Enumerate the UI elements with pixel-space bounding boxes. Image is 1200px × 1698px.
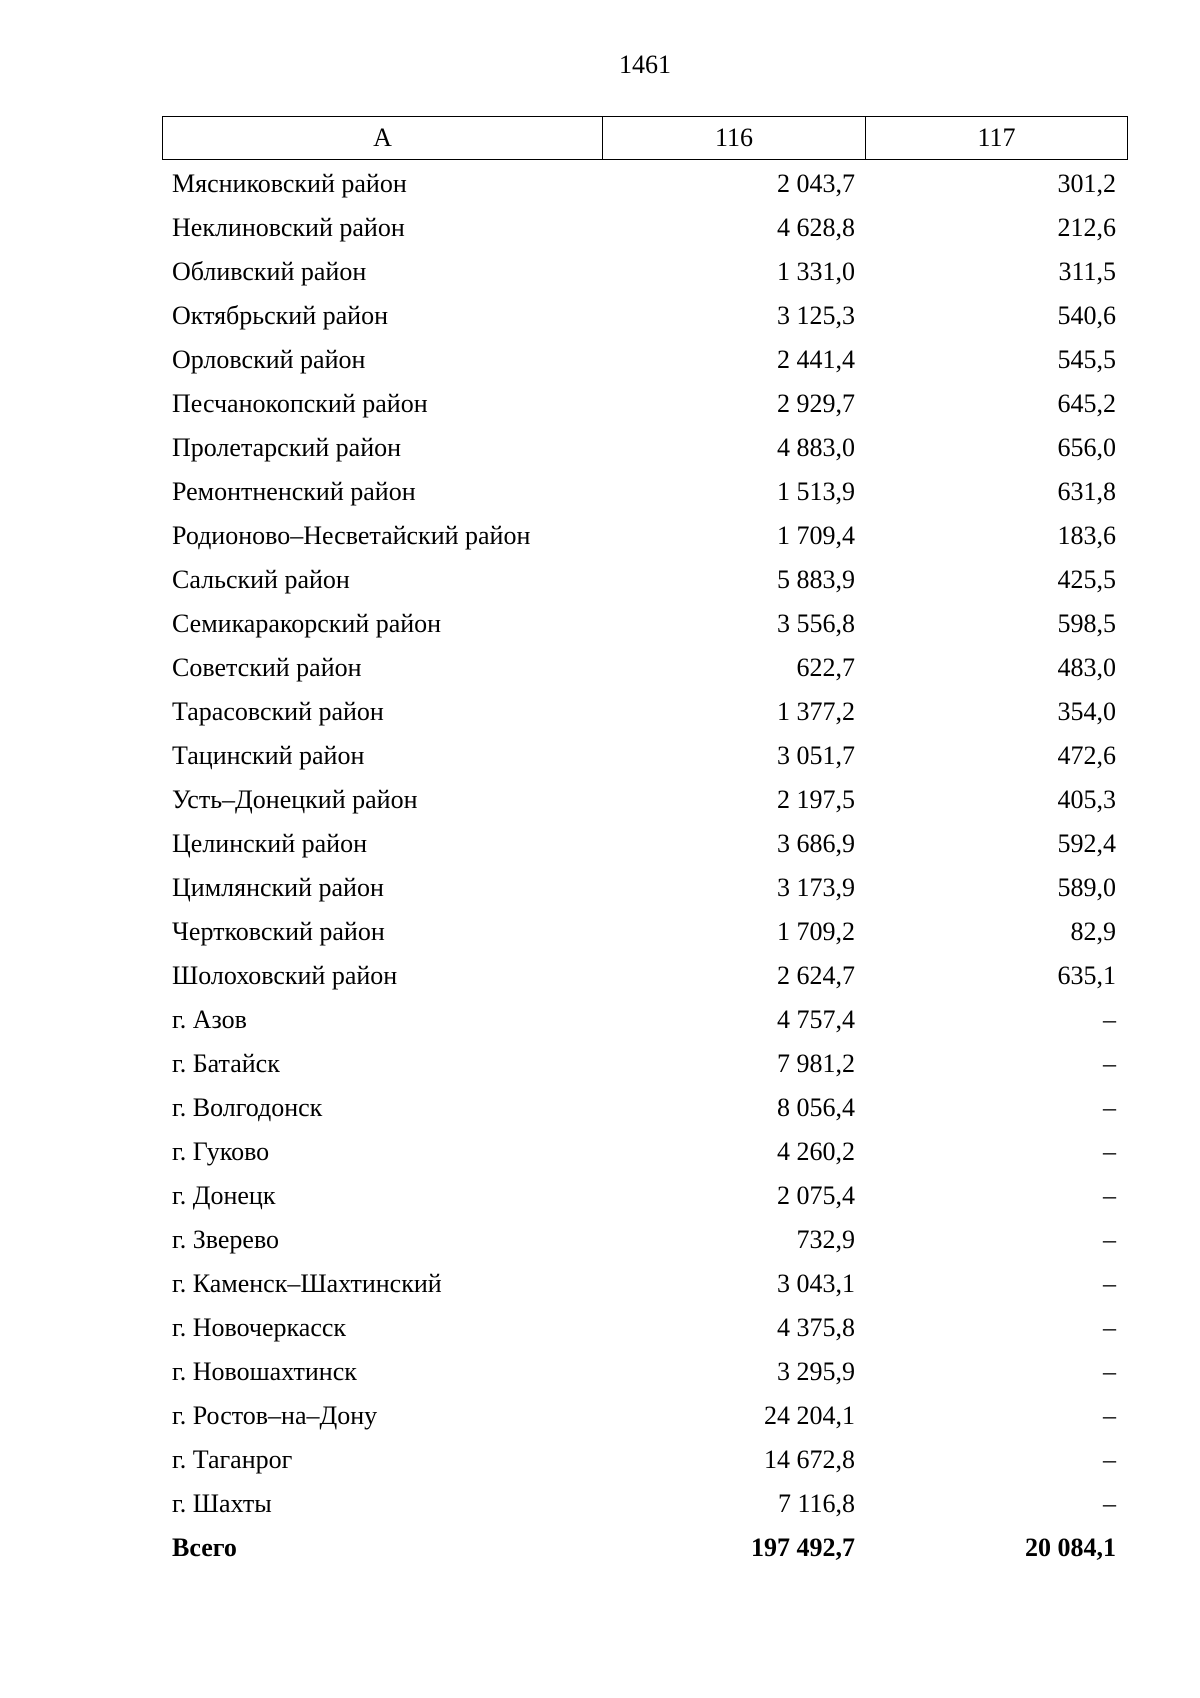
table-row [162, 1350, 1128, 1394]
table-row [162, 338, 1128, 382]
row-value-117: 540,6 [1057, 301, 1116, 330]
row-value-117: – [1103, 1225, 1116, 1254]
table-header [162, 116, 1128, 160]
table-row [162, 294, 1128, 338]
total-value-117: 20 084,1 [1025, 1533, 1116, 1562]
row-name: Целинский район [172, 829, 367, 858]
row-value-116: 2 075,4 [777, 1181, 855, 1210]
row-value-117: – [1103, 1401, 1116, 1430]
row-value-116: 7 116,8 [777, 1489, 855, 1518]
row-value-117: 592,4 [1057, 829, 1116, 858]
row-value-117: – [1103, 1489, 1116, 1518]
row-name: Обливский район [172, 257, 367, 286]
table-row [162, 910, 1128, 954]
row-value-117: 645,2 [1057, 389, 1116, 418]
row-value-117: 631,8 [1057, 477, 1116, 506]
table-row [162, 1482, 1128, 1526]
header-column-a: А [163, 117, 603, 159]
row-value-116: 3 556,8 [777, 609, 855, 638]
table-row [162, 734, 1128, 778]
row-value-117: – [1103, 1445, 1116, 1474]
table-row [162, 998, 1128, 1042]
row-name: Октябрьский район [172, 301, 388, 330]
table-row [162, 1130, 1128, 1174]
row-name: Пролетарский район [172, 433, 402, 462]
row-value-117: 183,6 [1057, 521, 1116, 550]
table-row [162, 778, 1128, 822]
header-column-116: 116 [603, 117, 866, 159]
page-number: 1461 [619, 50, 671, 79]
row-name: Родионово–Несветайский район [172, 521, 531, 550]
table-row [162, 822, 1128, 866]
row-value-117: – [1103, 1313, 1116, 1342]
row-value-117: 311,5 [1058, 257, 1116, 286]
row-value-116: 1 709,2 [777, 917, 855, 946]
row-name: Семикаракорский район [172, 609, 442, 638]
row-value-117: – [1103, 1181, 1116, 1210]
row-value-116: 3 051,7 [777, 741, 855, 770]
table-row [162, 162, 1128, 206]
row-name: Орловский район [172, 345, 366, 374]
row-value-117: 301,2 [1057, 169, 1116, 198]
table-row [162, 426, 1128, 470]
row-value-117: 405,3 [1057, 785, 1116, 814]
table-body [162, 162, 1128, 1570]
table-row [162, 1306, 1128, 1350]
row-value-117: 589,0 [1057, 873, 1116, 902]
row-value-116: 3 043,1 [777, 1269, 855, 1298]
row-value-116: 14 672,8 [764, 1445, 855, 1474]
row-value-116: 4 757,4 [777, 1005, 855, 1034]
table-row [162, 1394, 1128, 1438]
row-value-116: 3 295,9 [777, 1357, 855, 1386]
row-value-116: 3 686,9 [777, 829, 855, 858]
row-value-116: 4 628,8 [777, 213, 855, 242]
row-name: г. Батайск [172, 1049, 280, 1078]
row-value-117: – [1103, 1269, 1116, 1298]
table-row [162, 1262, 1128, 1306]
row-value-116: 3 125,3 [777, 301, 855, 330]
row-name: Шолоховский район [172, 961, 398, 990]
row-value-117: 598,5 [1057, 609, 1116, 638]
table-row [162, 1042, 1128, 1086]
row-value-117: – [1103, 1357, 1116, 1386]
table-row [162, 206, 1128, 250]
row-value-116: 4 375,8 [777, 1313, 855, 1342]
row-name: г. Таганрог [172, 1445, 293, 1474]
row-value-116: 3 173,9 [777, 873, 855, 902]
row-value-116: 2 441,4 [777, 345, 855, 374]
table-row [162, 866, 1128, 910]
table-row [162, 470, 1128, 514]
table-row [162, 690, 1128, 734]
row-name: Цимлянский район [172, 873, 384, 902]
row-value-117: 483,0 [1057, 653, 1116, 682]
row-name: Чертковский район [172, 917, 385, 946]
table-row [162, 1086, 1128, 1130]
table-row [162, 382, 1128, 426]
row-name: г. Зверево [172, 1225, 280, 1254]
row-value-116: 2 197,5 [777, 785, 855, 814]
row-value-117: 212,6 [1057, 213, 1116, 242]
table-row [162, 646, 1128, 690]
row-value-117: 656,0 [1057, 433, 1116, 462]
row-name: Советский район [172, 653, 362, 682]
row-value-116: 8 056,4 [777, 1093, 855, 1122]
row-name: г. Азов [172, 1005, 247, 1034]
row-value-117: 82,9 [1070, 917, 1116, 946]
table-row [162, 602, 1128, 646]
row-value-116: 1 331,0 [777, 257, 855, 286]
row-value-117: – [1103, 1093, 1116, 1122]
row-value-116: 2 043,7 [777, 169, 855, 198]
row-value-116: 7 981,2 [777, 1049, 855, 1078]
row-name: Тарасовский район [172, 697, 384, 726]
row-value-117: 635,1 [1057, 961, 1116, 990]
row-value-116: 4 883,0 [777, 433, 855, 462]
row-name: г. Донецк [172, 1181, 276, 1210]
row-value-116: 5 883,9 [777, 565, 855, 594]
row-name: Сальский район [172, 565, 350, 594]
row-value-117: 425,5 [1057, 565, 1116, 594]
table-row [162, 954, 1128, 998]
total-label: Всего [172, 1533, 237, 1562]
total-value-116: 197 492,7 [751, 1533, 855, 1562]
row-value-116: 1 513,9 [777, 477, 855, 506]
row-value-117: 472,6 [1057, 741, 1116, 770]
table-row [162, 1174, 1128, 1218]
row-value-116: 2 929,7 [777, 389, 855, 418]
total-row [162, 1526, 1128, 1570]
table-row [162, 250, 1128, 294]
header-column-117: 117 [977, 123, 1016, 152]
row-name: Песчанокопский район [172, 389, 428, 418]
table-row [162, 514, 1128, 558]
row-value-116: 4 260,2 [777, 1137, 855, 1166]
table-row [162, 1438, 1128, 1482]
row-value-116: 732,9 [796, 1225, 855, 1254]
row-value-116: 24 204,1 [764, 1401, 855, 1430]
row-name: Тацинский район [172, 741, 365, 770]
row-value-116: 622,7 [796, 653, 855, 682]
row-name: г. Шахты [172, 1489, 272, 1518]
row-value-116: 2 624,7 [777, 961, 855, 990]
row-name: г. Ростов–на–Дону [172, 1401, 378, 1430]
row-value-117: 545,5 [1057, 345, 1116, 374]
row-name: г. Новошахтинск [172, 1357, 357, 1386]
row-value-117: – [1103, 1049, 1116, 1078]
table-row [162, 1218, 1128, 1262]
row-name: г. Гуково [172, 1137, 270, 1166]
row-value-117: 354,0 [1057, 697, 1116, 726]
row-name: Неклиновский район [172, 213, 405, 242]
row-value-117: – [1103, 1005, 1116, 1034]
row-name: Усть–Донецкий район [172, 785, 418, 814]
row-name: г. Каменск–Шахтинский [172, 1269, 442, 1298]
row-name: Ремонтненский район [172, 477, 416, 506]
row-name: Мясниковский район [172, 169, 407, 198]
row-name: г. Волгодонск [172, 1093, 323, 1122]
row-name: г. Новочеркасск [172, 1313, 347, 1342]
row-value-116: 1 709,4 [777, 521, 855, 550]
table-row [162, 558, 1128, 602]
row-value-116: 1 377,2 [777, 697, 855, 726]
row-value-117: – [1103, 1137, 1116, 1166]
